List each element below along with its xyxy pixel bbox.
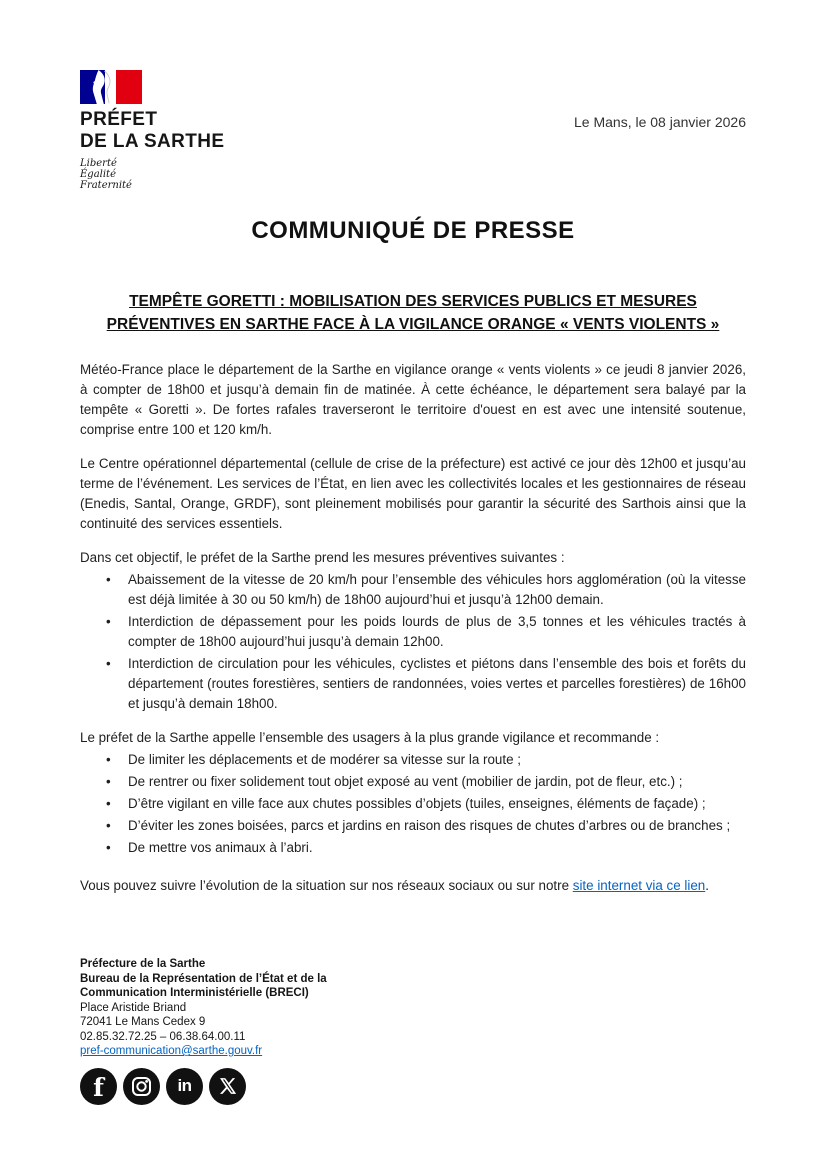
body-text (80, 360, 746, 896)
list-item: • D’éviter les zones boisées, parcs et jardins en raison des risques de chutes d’arbres ou de branches ; (80, 816, 746, 836)
measures-intro: Dans cet objectif, le préfet de la Sarthe prend les mesures préventives suivantes : (80, 550, 565, 565)
x-twitter-icon[interactable] (209, 1068, 246, 1105)
website-link[interactable]: site internet via ce lien (572, 878, 706, 893)
list-item: • De mettre vos animaux à l’abri. (80, 838, 746, 858)
headline-line2: PRÉVENTIVES EN SARTHE FACE À LA VIGILANCE ORANGE « VENTS VIOLENTS » (106, 316, 720, 333)
recommendations-list (80, 750, 746, 858)
prefecture-logo (80, 70, 225, 191)
headline (80, 290, 746, 336)
recommendations-intro: Le préfet de la Sarthe appelle l’ensemble des usagers à la plus grande vigilance et recommande : (80, 730, 660, 745)
motto-egalite: Égalité (80, 169, 116, 180)
closing-text: Vous pouvez suivre l’évolution de la situation sur nos réseaux sociaux ou sur notre (80, 878, 573, 893)
french-flag-marianne-icon (80, 70, 142, 104)
logo-title-line2: DE LA SARTHE (80, 131, 225, 152)
measures-list (80, 570, 746, 714)
paragraph-cod: Le Centre opérationnel départemental (cellule de crise de la préfecture) est activé ce jour dès 12h00 et jusqu’au terme de l’événement. Les services de l’État, en lien avec les collectivités locales et les gestionnaires de réseau (Enedis, Santal, Orange, GRDF), sont pleinement mobilisés pour garantir la sécurité des Sarthois ainsi que la continuité des services essentiels. (80, 456, 746, 531)
footer-phone-line: 02.85.32.72.25 – 06.38.64.00.11 (80, 1030, 246, 1043)
footer-org-line2: Bureau de la Représentation de l’État et de la (80, 972, 327, 985)
list-item: • De limiter les déplacements et de modérer sa vitesse sur la route ; (80, 750, 746, 770)
closing-period: . (705, 878, 709, 893)
linkedin-icon[interactable]: in (166, 1068, 203, 1105)
footer-org-line1: Préfecture de la Sarthe (80, 958, 206, 970)
list-item: • Interdiction de dépassement pour les poids lourds de plus de 3,5 tonnes et les véhicules tractés à compter de 18h00 aujourd’hui jusqu’à demain 12h00. (80, 612, 746, 652)
header (80, 70, 746, 191)
footer-contact-block (80, 957, 327, 1105)
logo-title-line1: PRÉFET (80, 109, 158, 130)
date-line: Le Mans, le 08 janvier 2026 (574, 114, 746, 130)
footer-org-line3: Communication Interministérielle (BRECI) (80, 987, 309, 999)
instagram-icon[interactable] (123, 1068, 160, 1105)
closing-paragraph (80, 876, 746, 896)
document-title: COMMUNIQUÉ DE PRESSE (251, 217, 575, 244)
paragraph-vigilance: Météo-France place le département de la Sarthe en vigilance orange « vents violents » ce jeudi 8 janvier 2026, à compter de 18h00 et jusqu’à demain fin de matinée. À cette échéance, le département sera balayé par la tempête « Goretti ». De fortes rafales traverseront le territoire d'ouest en est avec une intensité soutenue, comprise entre 100 et 120 km/h. (80, 362, 746, 437)
footer-address-line1: Place Aristide Briand (80, 1001, 187, 1014)
list-item: • De rentrer ou fixer solidement tout objet exposé au vent (mobilier de jardin, pot de fleur, etc.) ; (80, 772, 746, 792)
email-link[interactable]: pref-communication@sarthe.gouv.fr (80, 1045, 263, 1057)
list-item: • Abaissement de la vitesse de 20 km/h pour l’ensemble des véhicules hors agglomération (où la vitesse est déjà limitée à 30 ou 50 km/h) de 18h00 aujourd’hui et jusqu’à 12h00 demain. (80, 570, 746, 610)
list-item: • D’être vigilant en ville face aux chutes possibles d’objets (tuiles, enseignes, éléments de façade) ; (80, 794, 746, 814)
motto-fraternite: Fraternité (80, 180, 132, 191)
list-item: • Interdiction de circulation pour les véhicules, cyclistes et piétons dans l’ensemble des bois et forêts du département (routes forestières, sentiers de randonnées, voies vertes et parcelles forestières) de 16h00 et jusqu’à demain 18h00. (80, 654, 746, 714)
footer-address-line2: 72041 Le Mans Cedex 9 (80, 1016, 206, 1028)
facebook-icon[interactable]: f (80, 1068, 117, 1105)
social-icons-row (80, 1068, 327, 1105)
logo-motto (80, 158, 225, 191)
motto-liberte: Liberté (80, 158, 117, 169)
headline-line1: TEMPÊTE GORETTI : MOBILISATION DES SERVICES PUBLICS ET MESURES (129, 293, 697, 310)
